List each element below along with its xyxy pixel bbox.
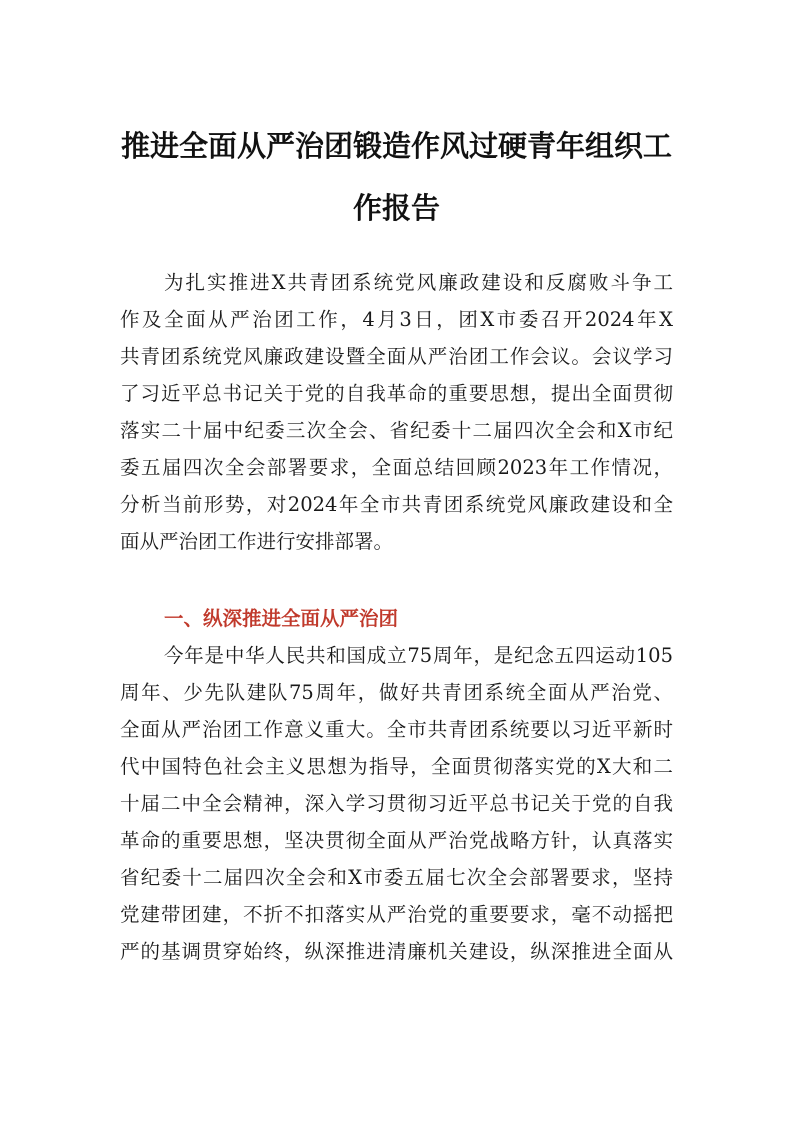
paragraph-1-line: 了习近平总书记关于党的自我革命的重要思想，提出全面贯彻 (120, 382, 673, 405)
paragraph-1-line: 委五届四次全会部署要求，全面总结回顾2023年工作情况， (120, 456, 673, 479)
section-1-heading: 一、纵深推进全面从严治团 (164, 607, 399, 630)
document-title-line-2: 作报告 (352, 191, 440, 225)
paragraph-2-line: 革命的重要思想，坚决贯彻全面从严治党战略方针，认真落实 (120, 829, 673, 852)
paragraph-2-line: 今年是中华人民共和国成立75周年，是纪念五四运动105 (164, 644, 673, 667)
paragraph-2-line: 严的基调贯穿始终，纵深推进清廉机关建设，纵深推进全面从 (120, 940, 673, 963)
paragraph-1-line: 作及全面从严治团工作，4月3日，团X市委召开2024年X (120, 308, 673, 331)
paragraph-2-line: 周年、少先队建队75周年，做好共青团系统全面从严治党、 (120, 681, 673, 704)
paragraph-1-line: 落实二十届中纪委三次全会、省纪委十二届四次全会和X市纪 (120, 419, 673, 442)
paragraph-2-line: 代中国特色社会主义思想为指导，全面贯彻落实党的X大和二 (120, 755, 673, 778)
document-title-line-1: 推进全面从严治团锻造作风过硬青年组织工 (120, 129, 672, 163)
paragraph-2-line: 省纪委十二届四次全会和X市委五届七次全会部署要求，坚持 (120, 866, 673, 889)
paragraph-2-line: 十届二中全会精神，深入学习贯彻习近平总书记关于党的自我 (120, 792, 673, 815)
paragraph-1-line: 分析当前形势，对2024年全市共青团系统党风廉政建设和全 (120, 493, 673, 516)
paragraph-1-line: 为扎实推进X共青团系统党风廉政建设和反腐败斗争工 (164, 271, 673, 294)
paragraph-2-line: 党建带团建，不折不扣落实从严治党的重要要求，毫不动摇把 (120, 903, 673, 926)
paragraph-1-line: 共青团系统党风廉政建设暨全面从严治团工作会议。会议学习 (120, 345, 673, 368)
paragraph-1-line: 面从严治团工作进行安排部署。 (120, 530, 394, 553)
paragraph-2-line: 全面从严治团工作意义重大。全市共青团系统要以习近平新时 (120, 718, 673, 741)
